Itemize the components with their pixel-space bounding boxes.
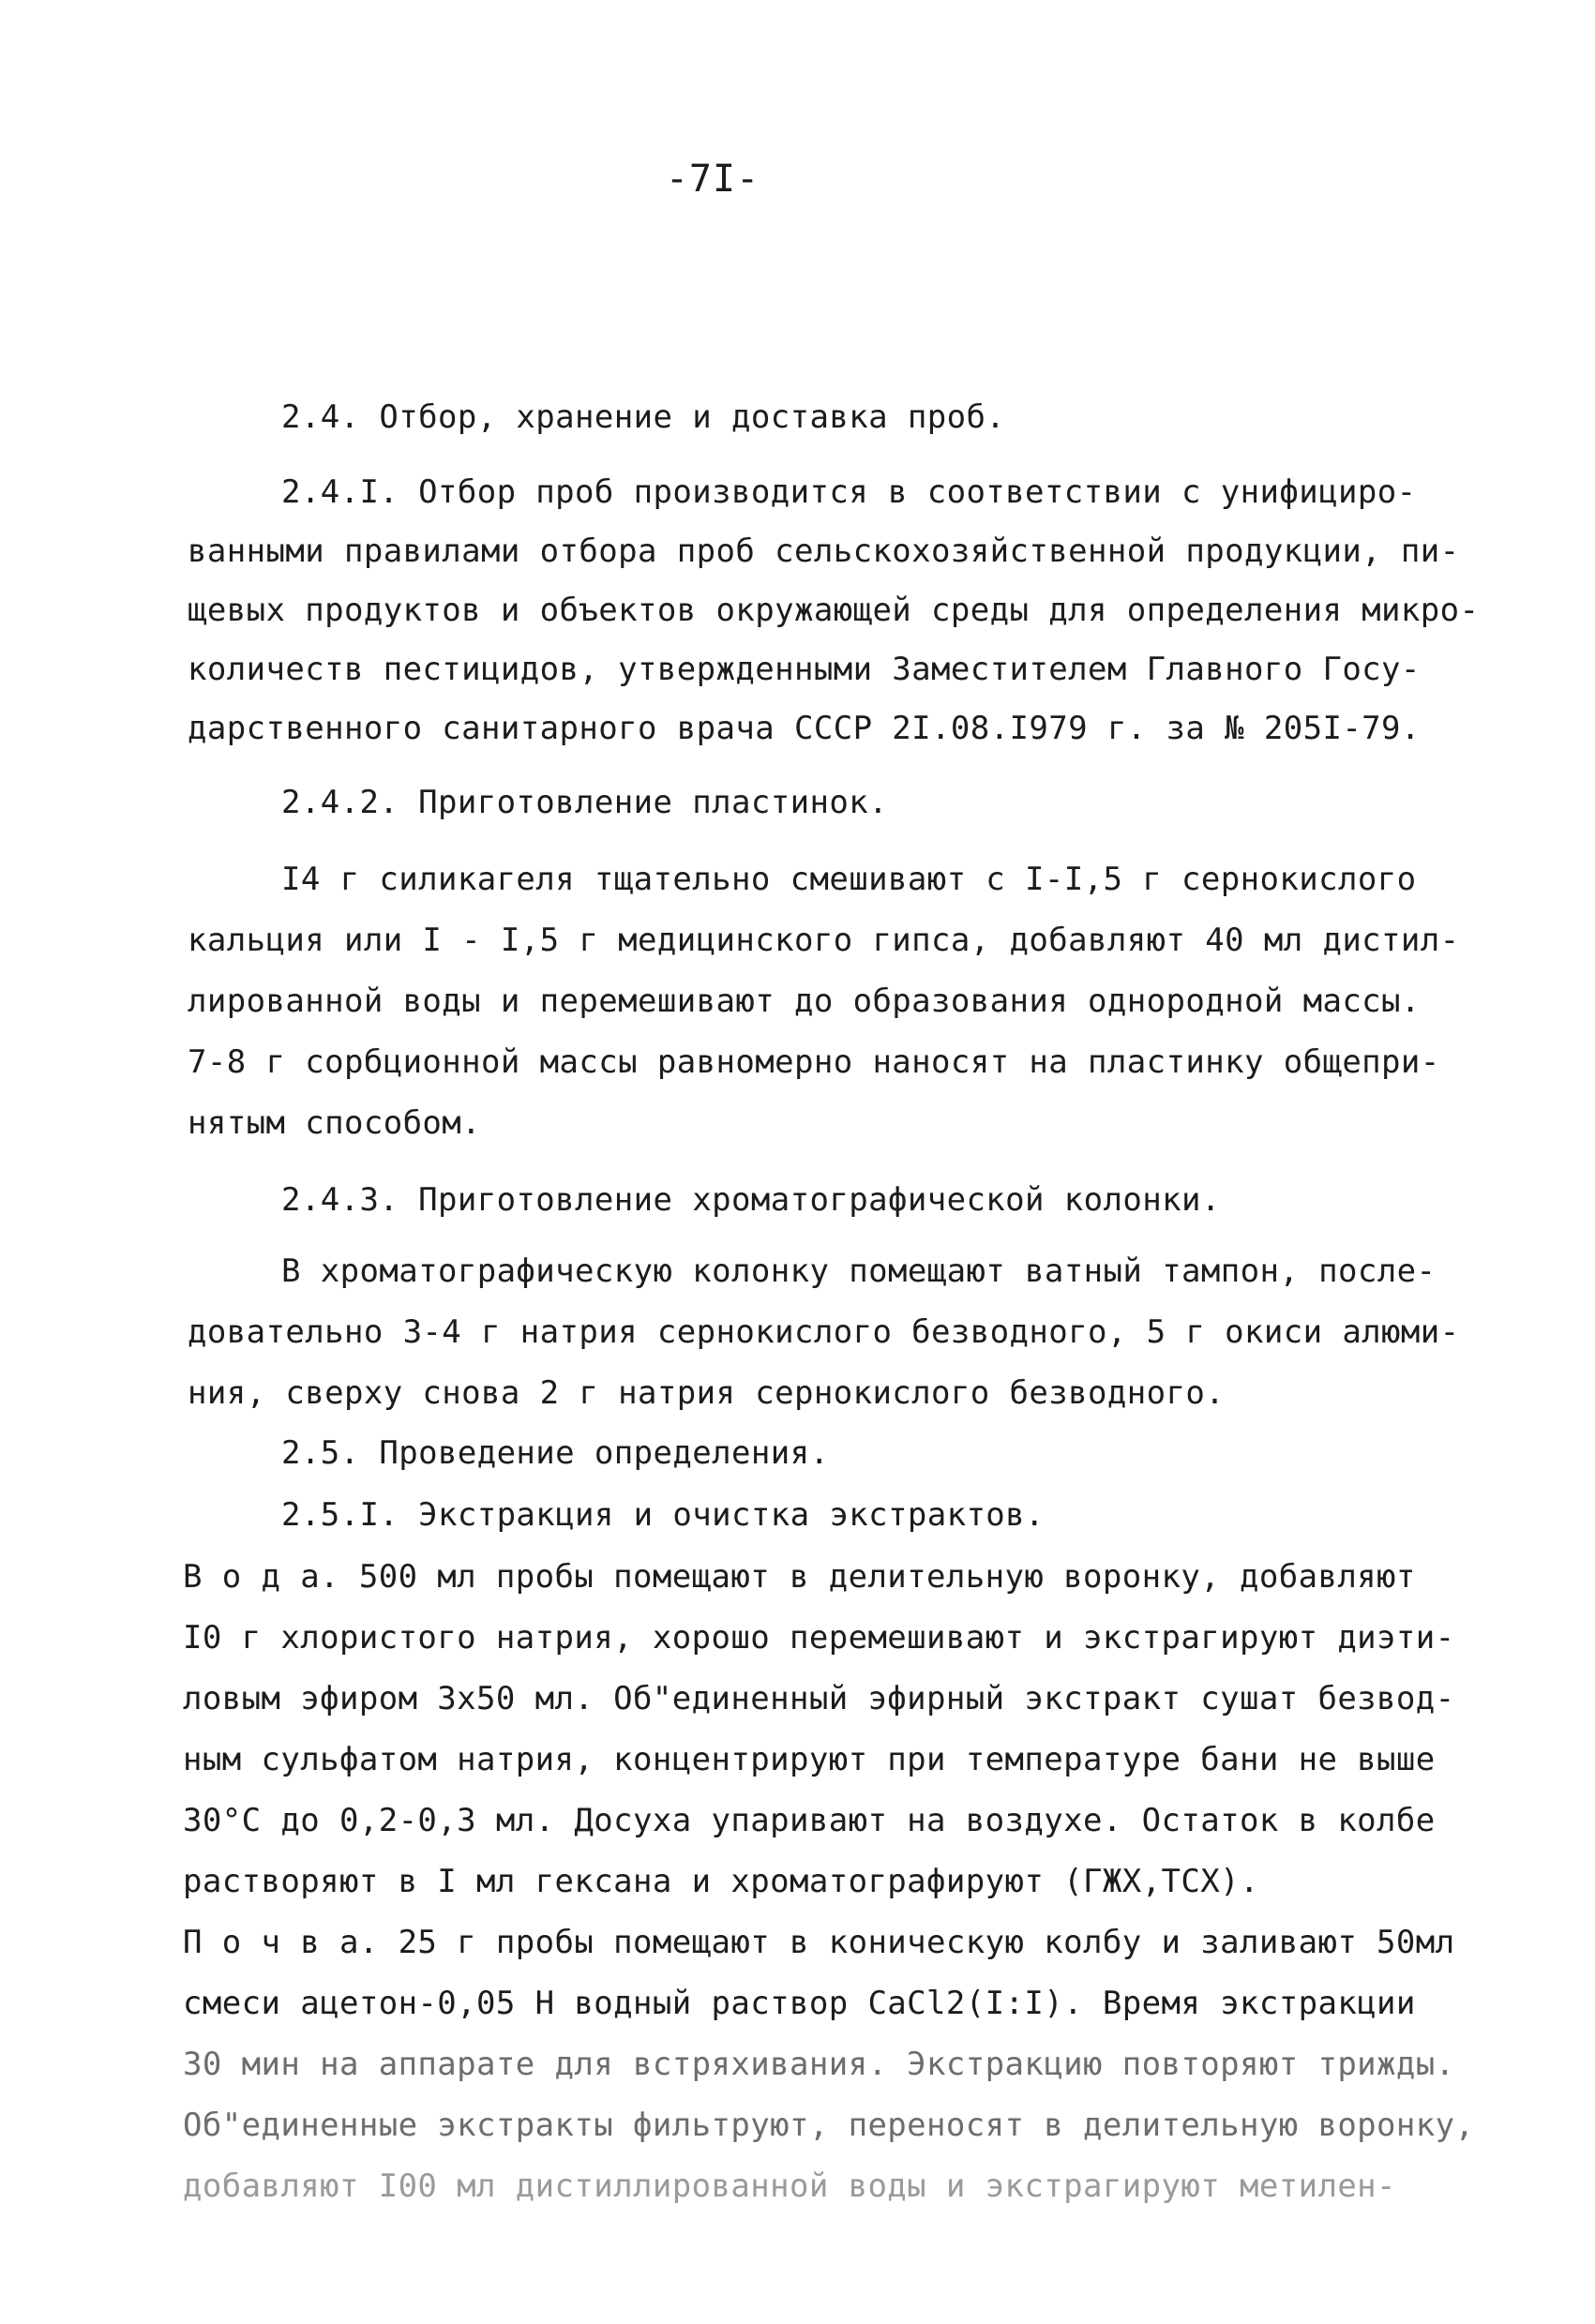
section-heading-2-4-3: 2.4.3. Приготовление хроматографической колонки. <box>281 1181 1221 1219</box>
paragraph-line: I4 г силикагеля тщательно смешивают с I-I,5 г сернокислого <box>281 861 1417 898</box>
paragraph-line: 30°С до 0,2-0,3 мл. Досуха упаривают на воздухе. Остаток в колбе <box>183 1802 1436 1839</box>
paragraph-line: лированной воды и перемешивают до образования однородной массы. <box>188 982 1421 1020</box>
paragraph-line: добавляют I00 мл дистиллированной воды и экстрагируют метилен- <box>183 2167 1396 2205</box>
paragraph-line: щевых продуктов и объектов окружающей среды для определения микро- <box>188 592 1480 629</box>
section-heading-2-4: 2.4. Отбор, хранение и доставка проб. <box>281 398 1006 436</box>
paragraph-line: ванными правилами отбора проб сельскохозяйственной продукции, пи- <box>188 532 1460 570</box>
paragraph-line: 7-8 г сорбционной массы равномерно наносят на пластинку общепри- <box>188 1043 1440 1081</box>
section-heading-2-4-2: 2.4.2. Приготовление пластинок. <box>281 784 888 821</box>
page-number: -7I- <box>665 157 760 201</box>
paragraph-line: количеств пестицидов, утвержденными Заместителем Главного Госу- <box>188 651 1421 688</box>
paragraph-line: растворяют в I мл гексана и хроматографируют (ГЖХ,ТСХ). <box>183 1863 1259 1900</box>
paragraph-line: 30 мин на аппарате для встряхивания. Экстракцию повторяют трижды. <box>183 2046 1455 2083</box>
paragraph-line: 2.4.I. Отбор проб производится в соответствии с унифициро- <box>281 473 1417 511</box>
paragraph-line: В хроматографическую колонку помещают ватный тампон, после- <box>281 1252 1437 1290</box>
paragraph-line: нятым способом. <box>188 1104 482 1142</box>
paragraph-line: ния, сверху снова 2 г натрия сернокислого безводного. <box>188 1374 1226 1412</box>
section-heading-2-5-1: 2.5.I. Экстракция и очистка экстрактов. <box>281 1496 1045 1534</box>
paragraph-line: кальция или I - I,5 г медицинского гипса, добавляют 40 мл дистил- <box>188 922 1460 959</box>
paragraph-line: смеси ацетон-0,05 Н водный раствор CaCl2(I:I). Время экстракции <box>183 1985 1416 2022</box>
paragraph-line-water: В о д а. 500 мл пробы помещают в делительную воронку, добавляют <box>183 1558 1416 1596</box>
paragraph-line: I0 г хлористого натрия, хорошо перемешивают и экстрагируют диэти- <box>183 1619 1455 1657</box>
paragraph-line: ловым эфиром 3х50 мл. Об"единенный эфирный экстракт сушат безвод- <box>183 1680 1455 1717</box>
paragraph-line: ным сульфатом натрия, концентрируют при температуре бани не выше <box>183 1741 1436 1778</box>
section-heading-2-5: 2.5. Проведение определения. <box>281 1434 830 1472</box>
paragraph-line-soil: П о ч в а. 25 г пробы помещают в коническую колбу и заливают 50мл <box>183 1924 1455 1961</box>
paragraph-line: дарственного санитарного врача СССР 2I.08.I979 г. за № 205I-79. <box>188 710 1421 747</box>
paragraph-line: Об"единенные экстракты фильтруют, переносят в делительную воронку, <box>183 2107 1475 2144</box>
paragraph-line: довательно 3-4 г натрия сернокислого безводного, 5 г окиси алюми- <box>188 1313 1460 1351</box>
